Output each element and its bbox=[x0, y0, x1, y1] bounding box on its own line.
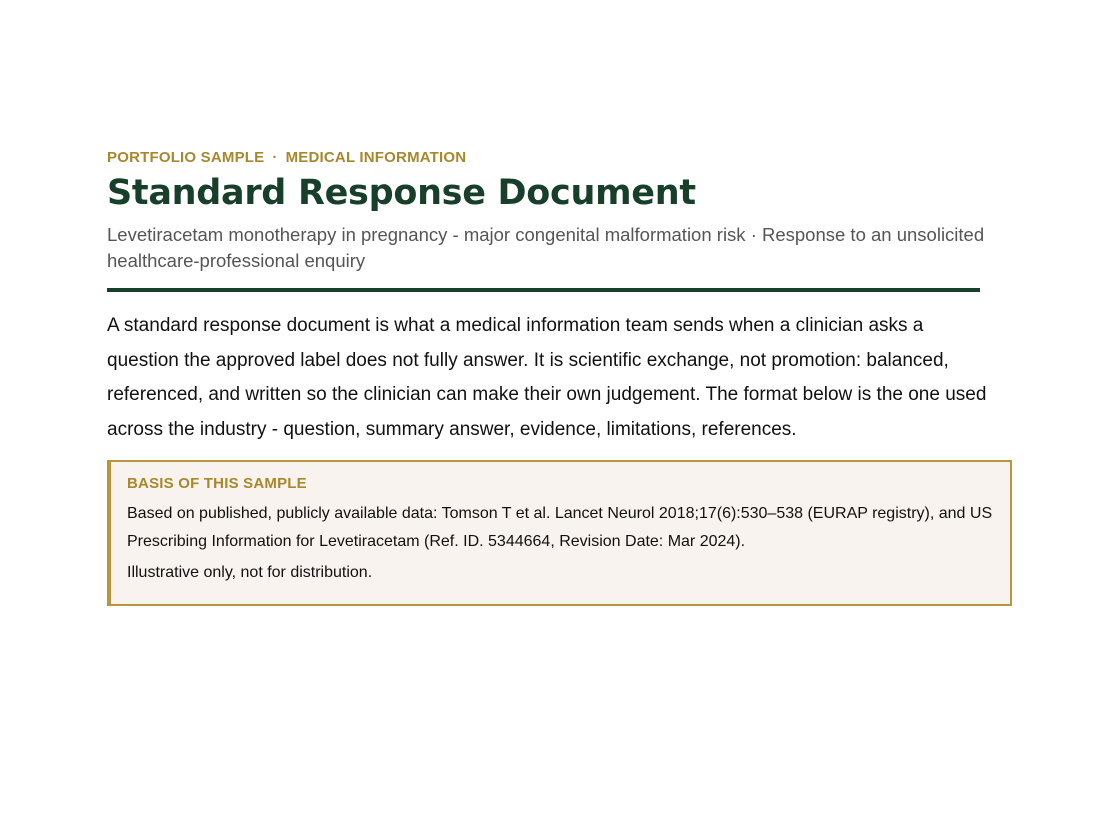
eyebrow-separator: · bbox=[272, 149, 278, 166]
eyebrow bbox=[107, 148, 1017, 168]
document-page bbox=[107, 148, 1017, 606]
callout-disclaimer: Illustrative only, not for distribution. bbox=[127, 564, 373, 581]
eyebrow-portfolio-label: PORTFOLIO SAMPLE bbox=[107, 149, 265, 166]
callout-body: Based on published, publicly available data: Tomson T et al. Lancet Neurol 2018;17(6):530–538 (EURAP registry), and US Prescribing Information for Levetiracetam (Ref. ID. 5344664, Revision Date: Mar 2024). bbox=[127, 505, 993, 550]
page-subtitle: Levetiracetam monotherapy in pregnancy - major congenital malformation risk · Response to an unsolicited healthcare-professional enquiry bbox=[107, 224, 985, 271]
page-title: Standard Response Document bbox=[107, 173, 696, 213]
intro-paragraph: A standard response document is what a medical information team sends when a clinician asks a question the approved label does not fully answer. It is scientific exchange, not promotion: balanced, referenced, and written so the clinician can make their own judgement. The format below is the one used across the industry - question, summary answer, evidence, limitations, references. bbox=[107, 315, 987, 440]
header-divider bbox=[107, 288, 980, 292]
callout-heading: BASIS OF THIS SAMPLE bbox=[127, 475, 307, 492]
basis-callout bbox=[107, 460, 1012, 606]
eyebrow-category-label: MEDICAL INFORMATION bbox=[285, 149, 467, 166]
